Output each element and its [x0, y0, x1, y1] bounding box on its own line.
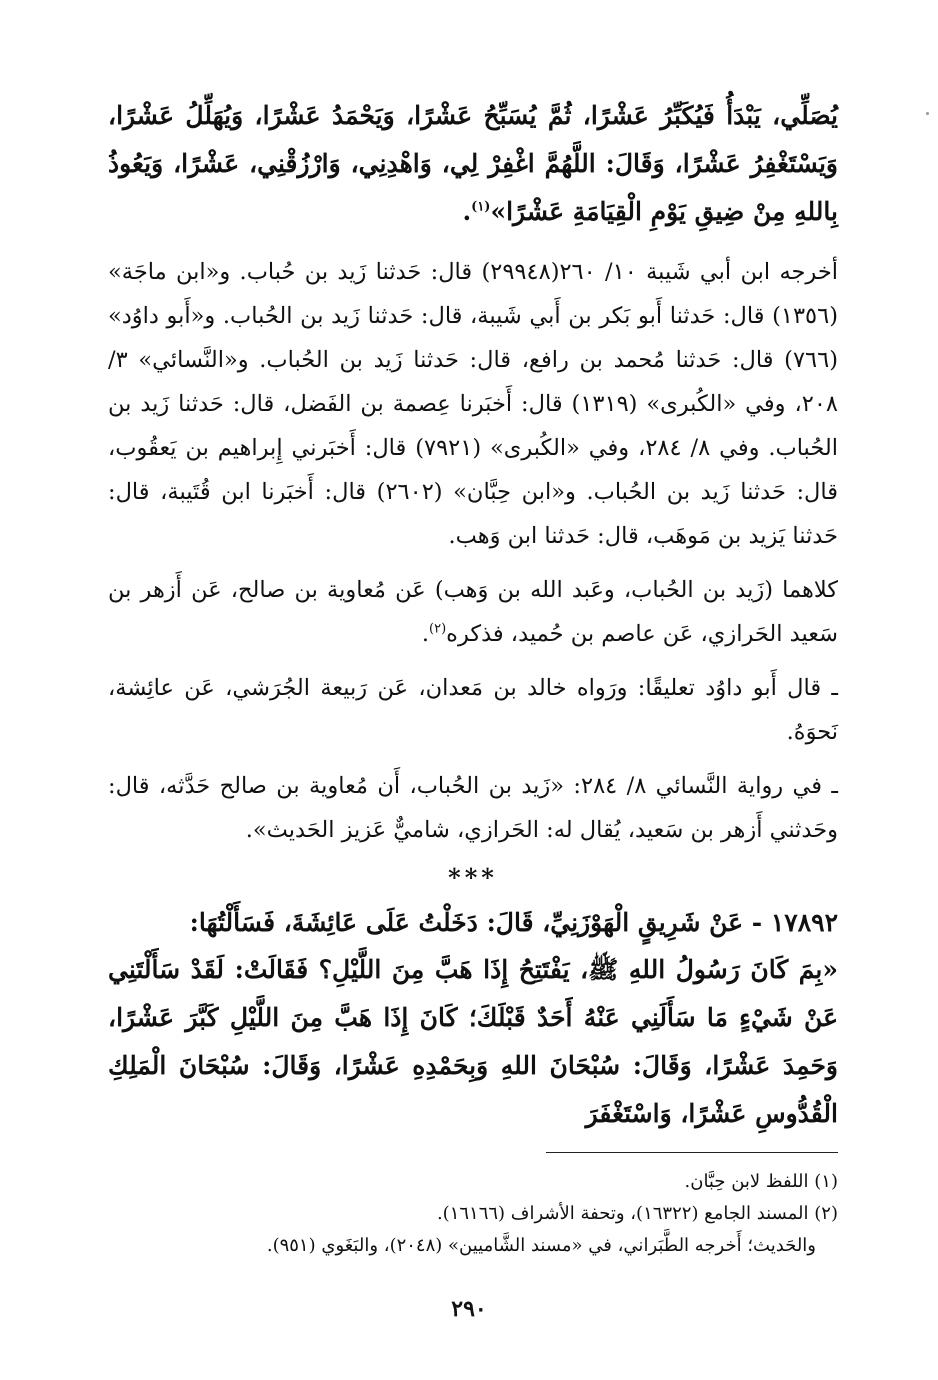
- hadith-text-continued: يُصَلِّي، يَبْدَأُ فَيُكَبِّرُ عَشْرًا، ثُمَّ يُسَبِّحُ عَشْرًا، وَيَحْمَدُ عَشْرًا، وَيُهَلِّلُ عَشْرًا، وَيَسْتَغْفِرُ عَشْرًا، وَقَالَ: اللَّهُمَّ اغْفِرْ لِي، وَاهْدِنِي، وَارْزُقْنِي، عَشْرًا، وَيَعُوذُ بِاللهِ مِنْ ضِيقِ يَوْمِ الْقِيَامَةِ عَشْرًا»$^{(١)}$.: [108, 101, 838, 226]
- takhrij-paragraph-1: أخرجه ابن أبي شَيبة ١٠/ ٢٦٠(٢٩٩٤٨) قال: حَدثنا زَيد بن حُباب. و«ابن ماجَة» (١٣٥٦) قال: حَدثنا أَبو بَكر بن أَبي شَيبة، قال: حَدثنا زَيد بن الحُباب. و«أَبو داوُد» (٧٦٦) قال: حَدثنا مُحمد بن رافع، قال: حَدثنا زَيد بن الحُباب. و«النَّسائي» ٣/ ٢٠٨، وفي «الكُبرى» (١٣١٩) قال: أَخبَرنا عِصمة بن الفَضل، قال: حَدثنا زَيد بن الحُباب. وفي ٨/ ٢٨٤، وفي «الكُبرى» (٧٩٢١) قال: أَخبَرني إِبراهيم بن يَعقُوب، قال: حَدثنا زَيد بن الحُباب. و«ابن حِبَّان» (٢٦٠٢) قال: أَخبَرنا ابن قُتَيبة، قال: حَدثنا يَزيد بن مَوهَب، قال: حَدثنا ابن وَهب.: [108, 259, 838, 549]
- hadith-body: «بِمَ كَانَ رَسُولُ اللهِ ﷺ، يَفْتَتِحُ إِذَا هَبَّ مِنَ اللَّيْلِ؟ فَقَالَتْ: لَقَدْ سَأَلْتَنِي عَنْ شَيْءٍ مَا سَأَلَنِي عَنْهُ أَحَدٌ قَبْلَكَ؛ كَانَ إِذَا هَبَّ مِنَ اللَّيْلِ كَبَّرَ عَشْرًا، وَحَمِدَ عَشْرًا، وَقَالَ: سُبْحَانَ اللهِ وَبِحَمْدِهِ عَشْرًا، وَقَالَ: سُبْحَانَ الْمَلِكِ الْقُدُّوسِ عَشْرًا، وَاسْتَغْفَرَ: [108, 955, 838, 1128]
- footnote-divider: [546, 1152, 838, 1153]
- takhrij-paragraph-2: كلاهما (زَيد بن الحُباب، وعَبد الله بن وَهب) عَن مُعاوية بن صالح، عَن أَزهر بن سَعيد الحَرازي، عَن عاصم بن حُميد، فذكره$^{(٢)}$.: [108, 577, 838, 647]
- footnote-2: (٢) المسند الجامع (١٦٣٢٢)، وتحفة الأشراف (١٦١٦٦).: [436, 1203, 838, 1224]
- footnote-ref-1: (١): [471, 199, 491, 215]
- page-number: ٢٩٠: [451, 1296, 487, 1322]
- takhrij-paragraph-4: ـ في رواية النَّسائي ٨/ ٢٨٤: «زَيد بن الحُباب، أَن مُعاوية بن صالح حَدَّثه، قال: وحَدثني أَزهر بن سَعيد، يُقال له: الحَرازي، شاميٌّ عَزيز الحَديث».: [108, 773, 839, 843]
- takhrij-paragraph-3: ـ قال أَبو داوُد تعليقًا: ورَواه خالد بن مَعدان، عَن رَبيعة الجُرَشي، عَن عائِشة، نَحوَهُ.: [108, 675, 838, 745]
- footnote-1: (١) اللفظ لابن حِبَّان.: [684, 1171, 838, 1192]
- footnotes: [108, 1166, 838, 1262]
- scan-speck: [926, 112, 929, 115]
- hadith-prev-text: يُصَلِّي، يَبْدَأُ فَيُكَبِّرُ عَشْرًا، ثُمَّ يُسَبِّحُ عَشْرًا، وَيَحْمَدُ عَشْرًا، وَيُهَلِّلُ عَشْرًا، وَيَسْتَغْفِرُ عَشْرًا، وَقَالَ: اللَّهُمَّ اغْفِرْ لِي، وَاهْدِنِي، وَارْزُقْنِي، عَشْرًا، وَيَعُوذُ بِاللهِ مِنْ ضِيقِ يَوْمِ الْقِيَامَةِ عَشْرًا»: [108, 101, 838, 226]
- footnote-ref-2: (٢): [429, 621, 447, 637]
- page-body: [108, 92, 838, 1138]
- footnote-2-continued: والحَديث؛ أَخرجه الطَّبَراني، في «مسند الشَّاميين» (٢٠٤٨)، والبَغَوي (٩٥١).: [266, 1235, 816, 1256]
- takhrij-paragraph-2-text: كلاهما (زَيد بن الحُباب، وعَبد الله بن وَهب) عَن مُعاوية بن صالح، عَن أَزهر بن سَعيد الحَرازي، عَن عاصم بن حُميد، فذكره: [108, 577, 838, 647]
- hadith-heading: ١٧٨٩٢ - عَنْ شَرِيقٍ الْهَوْزَنِيِّ، قَالَ: دَخَلْتُ عَلَى عَائِشَةَ، فَسَأَلْتُهَا:: [189, 908, 838, 937]
- section-separator: ***: [448, 863, 498, 892]
